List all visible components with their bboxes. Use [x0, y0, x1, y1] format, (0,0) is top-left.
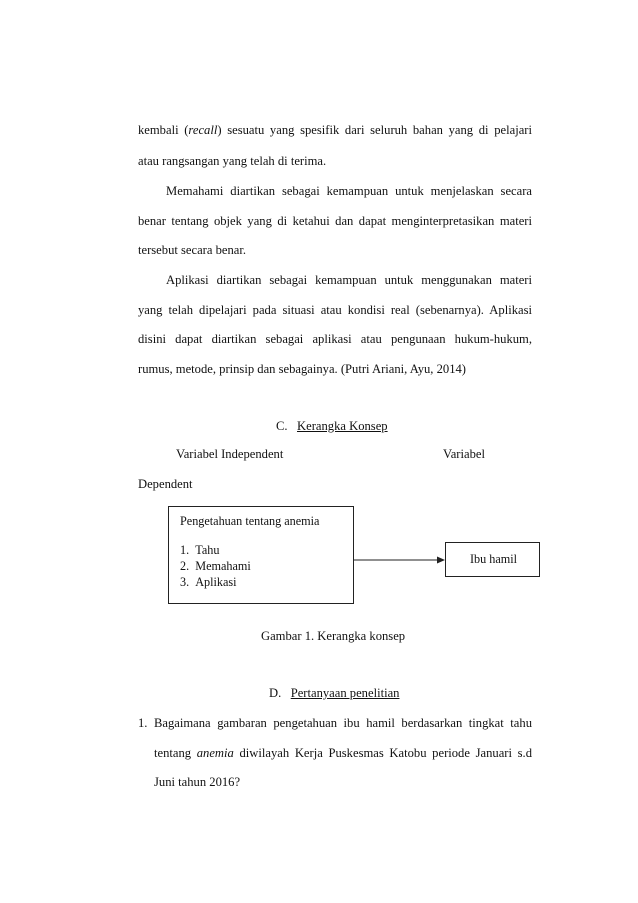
section-number: C.	[276, 419, 288, 433]
paragraph-line: disini dapat diartikan sebagai aplikasi atau pengunaan hukum-hukum,	[138, 332, 532, 346]
paragraph-line: kembali (recall) sesuatu yang spesifik dari seluruh bahan yang di pelajari	[138, 123, 532, 137]
box-title: Pengetahuan tentang anemia	[180, 514, 320, 528]
figure-caption: Gambar 1. Kerangka konsep	[261, 629, 406, 643]
paragraph-line: Memahami diartikan sebagai kemampuan untuk menjelaskan secara	[166, 184, 532, 198]
paragraph-line: Aplikasi diartikan sebagai kemampuan untuk menggunakan materi	[166, 273, 532, 287]
list-item: 3. Aplikasi	[180, 575, 237, 589]
section-title: Pertanyaan penelitian	[290, 686, 400, 700]
list-item: 2. Memahami	[180, 559, 251, 573]
paragraph-line: yang telah dipelajari pada situasi atau kondisi real (sebenarnya). Aplikasi	[138, 303, 532, 317]
question-number: 1.	[138, 716, 148, 730]
section-number: D.	[269, 686, 282, 700]
question-line: tentang anemia diwilayah Kerja Puskesmas Katobu periode Januari s.d	[154, 746, 532, 760]
section-title: Kerangka Konsep	[297, 419, 388, 433]
dependent-variable-label: Variabel	[443, 447, 485, 461]
independent-variable-label: Variabel Independent	[176, 447, 284, 461]
paragraph-line: benar tentang objek yang di ketahui dan dapat menginterpretasikan materi	[138, 214, 532, 228]
dependent-variable-label-cont: Dependent	[138, 477, 193, 491]
question-line: Juni tahun 2016?	[154, 775, 241, 789]
question-line: Bagaimana gambaran pengetahuan ibu hamil berdasarkan tingkat tahu	[154, 716, 532, 730]
paragraph-line: atau rangsangan yang telah di terima.	[138, 154, 327, 168]
paragraph-line: rumus, metode, prinsip dan sebagainya. (Putri Ariani, Ayu, 2014)	[138, 362, 466, 376]
dependent-variable-box	[445, 542, 540, 577]
list-item: 1. Tahu	[180, 543, 220, 557]
paragraph-line: tersebut secara benar.	[138, 243, 247, 257]
box-label: Ibu hamil	[470, 552, 518, 566]
section-heading-d	[269, 685, 399, 701]
